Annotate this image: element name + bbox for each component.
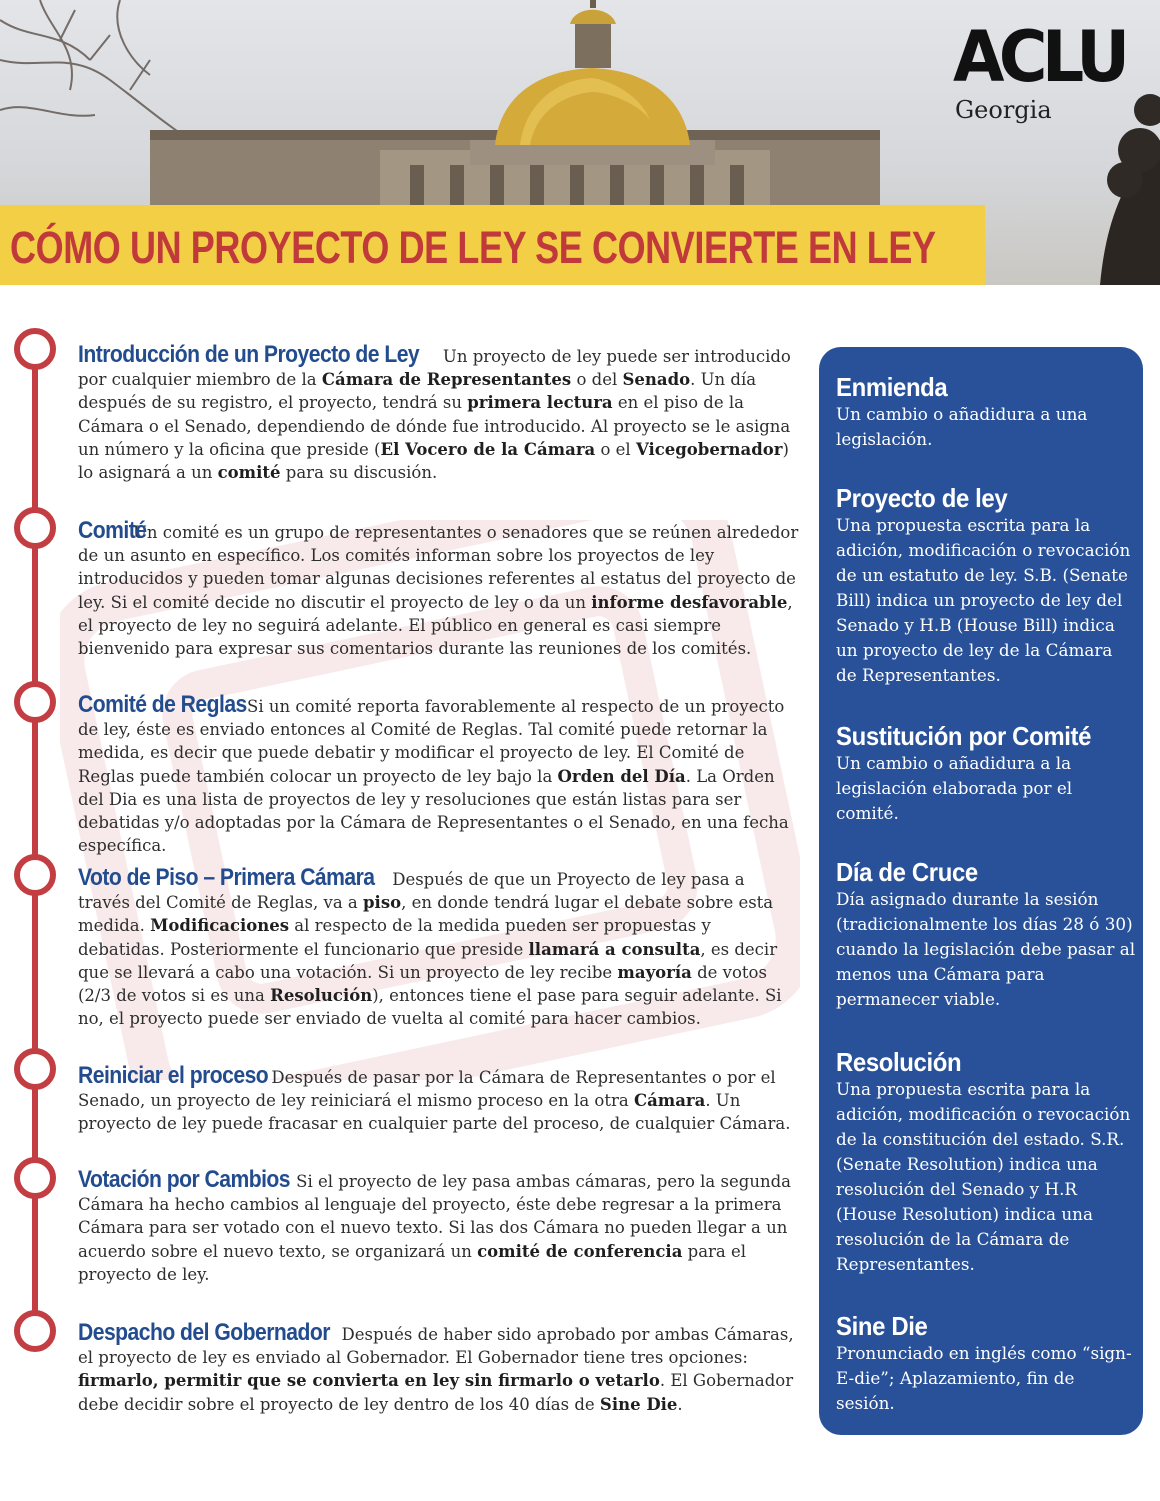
step-title: Introducción de un Proyecto de Ley bbox=[78, 341, 420, 368]
step-term: firmarlo, permitir que se convierta en ley sin firmarlo o vetarlo bbox=[78, 1371, 660, 1391]
step-term: mayoría bbox=[617, 962, 692, 982]
step-reiniciar bbox=[78, 1064, 800, 1136]
step-text: . bbox=[677, 1394, 683, 1414]
step-title: Comité de Reglas bbox=[78, 691, 247, 718]
glossary-entry bbox=[836, 483, 1136, 688]
step-term: informe desfavorable bbox=[591, 592, 788, 612]
step-term: llamará a consulta bbox=[528, 939, 701, 959]
step-term: comité bbox=[217, 463, 281, 483]
step-text: Después de haber sido aprobado por ambas Cámaras, el proyecto de ley es enviado al Gobernador. El Gobernador tiene tres opciones: bbox=[78, 1325, 794, 1368]
step-title: Despacho del Gobernador bbox=[78, 1319, 330, 1346]
timeline-node bbox=[14, 681, 56, 723]
timeline-node bbox=[14, 1310, 56, 1352]
step-text: Un comité es un grupo de representantes o senadores que se reúnen alrededor de un asunto en específico. Los comités informan sobre los proyectos de ley introducidos y pueden tomar algunas decisiones referentes al estatus del proyecto de ley. Si el comité decide no discutir el proyecto de ley o da un bbox=[78, 523, 799, 612]
step-text: . Un proyecto de ley puede fracasar en cualquier parte del proceso, de cualquier Cámara. bbox=[78, 1091, 791, 1134]
step-text: , es decir que se llevará a cabo una votación. Si un proyecto de ley recibe bbox=[78, 939, 778, 982]
glossary-term: Sustitución por Comité bbox=[836, 721, 1092, 751]
glossary-entry bbox=[836, 372, 1136, 452]
step-voto-de-piso bbox=[78, 866, 800, 1030]
glossary-entry bbox=[836, 1047, 1136, 1277]
step-votacion-cambios bbox=[78, 1168, 800, 1286]
step-term: primera lectura bbox=[467, 393, 613, 413]
timeline-node bbox=[14, 328, 56, 370]
glossary-term: Resolución bbox=[836, 1047, 962, 1077]
step-text: , el proyecto de ley no seguirá adelante. El público en general es casi siempre bienvenido para expresar sus comentarios durante las reuniones de los comités. bbox=[78, 592, 793, 659]
timeline-node bbox=[14, 854, 56, 896]
step-text: o el bbox=[595, 439, 636, 459]
glossary-definition: Día asignado durante la sesión (tradicionalmente los días 28 ó 30) cuando la legislación debe pasar al menos una Cámara para permanecer viable. bbox=[836, 889, 1136, 1009]
timeline-node bbox=[14, 1157, 56, 1199]
step-term: Orden del Día bbox=[557, 766, 686, 786]
glossary-term: Día de Cruce bbox=[836, 857, 978, 887]
step-term: Modificaciones bbox=[150, 916, 290, 936]
step-text: ) lo asignará a un bbox=[78, 439, 789, 483]
step-comite-de-reglas bbox=[78, 693, 800, 857]
step-text: Después de pasar por la Cámara de Representantes o por el Senado, un proyecto de ley reiniciará el mismo proceso en la otra bbox=[78, 1068, 776, 1111]
glossary-definition: Un cambio o añadidura a una legislación. bbox=[836, 404, 1088, 449]
glossary-entry bbox=[836, 1311, 1136, 1416]
step-term: Cámara bbox=[633, 1091, 706, 1111]
step-despacho-gobernador bbox=[78, 1321, 800, 1416]
step-term: comité de conferencia bbox=[477, 1241, 683, 1261]
step-text: para su discusión. bbox=[280, 463, 438, 483]
glossary-term: Sine Die bbox=[836, 1311, 928, 1341]
aclu-logo bbox=[953, 16, 1133, 124]
step-text: en el piso de la Cámara o el Senado, dependiendo de dónde fue introducido. Al proyecto se le asigna un número y la oficina que preside ( bbox=[78, 393, 791, 459]
step-title: Votación por Cambios bbox=[78, 1166, 291, 1193]
logo-wordmark: ACLU bbox=[953, 16, 1125, 98]
step-text: . La Orden del Dia es una lista de proyectos de ley y resoluciones que están listas para ser debatidas y/o adoptadas por la Cámara de Representantes o el Senado, en una fecha específica. bbox=[78, 766, 789, 856]
step-text: Si un comité reporta favorablemente al respecto de un proyecto de ley, éste es enviado entonces al Comité de Reglas. Tal comité puede retornar la medida, es decir que puede debatir y modificar el proyecto de ley. El Comité de Reglas puede también colocar un proyecto de ley bajo la bbox=[78, 697, 785, 786]
step-term: Vicegobernador bbox=[635, 439, 783, 459]
step-introduccion bbox=[78, 343, 800, 484]
step-text: , en donde tendrá lugar el debate sobre esta medida. bbox=[78, 893, 774, 936]
glossary-term: Enmienda bbox=[836, 372, 948, 402]
step-title: Reiniciar el proceso bbox=[78, 1062, 269, 1089]
step-text: . El Gobernador debe decidir sobre el proyecto de ley dentro de los 40 días de bbox=[78, 1371, 794, 1414]
step-text: Un proyecto de ley puede ser introducido por cualquier miembro de la bbox=[78, 347, 791, 390]
step-text: Después de que un Proyecto de ley pasa a través del Comité de Reglas, va a bbox=[78, 870, 745, 913]
step-text: o del bbox=[571, 370, 623, 390]
step-text: ), entonces tiene el pase para seguir adelante. Si no, el proyecto puede ser enviado de vuelta al comité para hacer cambios. bbox=[78, 986, 782, 1029]
glossary-entry bbox=[836, 857, 1136, 1012]
step-text: Si el proyecto de ley pasa ambas cámaras, pero la segunda Cámara ha hecho cambios al lenguaje del proyecto, éste debe regresar a la primera Cámara para ser votado con el nuevo texto. Si las dos Cámara no pueden llegar a un acuerdo sobre el nuevo texto, se organizará un bbox=[78, 1172, 791, 1261]
glossary-definition: Un cambio o añadidura a la legislación elaborada por el comité. bbox=[836, 753, 1073, 823]
step-text: de votos (2/3 de votos si es una bbox=[78, 962, 767, 1006]
step-text: para el proyecto de ley. bbox=[78, 1241, 747, 1284]
glossary-definition: Una propuesta escrita para la adición, modificación o revocación de la constitución del estado. S.R. (Senate Resolution) indica una resolución del Senado y H.R (House Resolution) indica una resolución de la Cámara de Representantes. bbox=[836, 1079, 1131, 1274]
step-title: Voto de Piso – Primera Cámara bbox=[78, 864, 375, 891]
timeline-node bbox=[14, 507, 56, 549]
step-comite bbox=[78, 519, 800, 660]
glossary-term: Proyecto de ley bbox=[836, 483, 1008, 513]
step-title: Comité bbox=[78, 517, 147, 544]
glossary-definition: Una propuesta escrita para la adición, modificación o revocación de un estatuto de ley. S.B. (Senate Bill) indica un proyecto de ley del Senado y H.B (House Bill) indica un proyecto de ley de la Cámara de Representantes. bbox=[836, 515, 1131, 685]
logo-affiliate: Georgia bbox=[955, 96, 1052, 124]
step-text: al respecto de la medida pueden ser propuestas y debatidas. Posteriormente el funcionario que preside bbox=[78, 916, 711, 959]
glossary-definition: Pronunciado en inglés como “sign-E-die”; Aplazamiento, fin de sesión. bbox=[836, 1343, 1132, 1413]
step-term: piso bbox=[363, 893, 402, 913]
step-term: Resolución bbox=[270, 986, 373, 1006]
timeline-node bbox=[14, 1048, 56, 1090]
step-term: El Vocero de la Cámara bbox=[380, 439, 596, 459]
step-term: Sine Die bbox=[599, 1394, 678, 1414]
page-title: CÓMO UN PROYECTO DE LEY SE CONVIERTE EN LEY bbox=[10, 222, 936, 273]
step-text: . Un día después de su registro, el proyecto, tendrá su bbox=[78, 370, 757, 413]
glossary-entry bbox=[836, 721, 1136, 826]
step-term: Senado bbox=[622, 370, 691, 390]
step-term: Cámara de Representantes bbox=[321, 370, 572, 390]
